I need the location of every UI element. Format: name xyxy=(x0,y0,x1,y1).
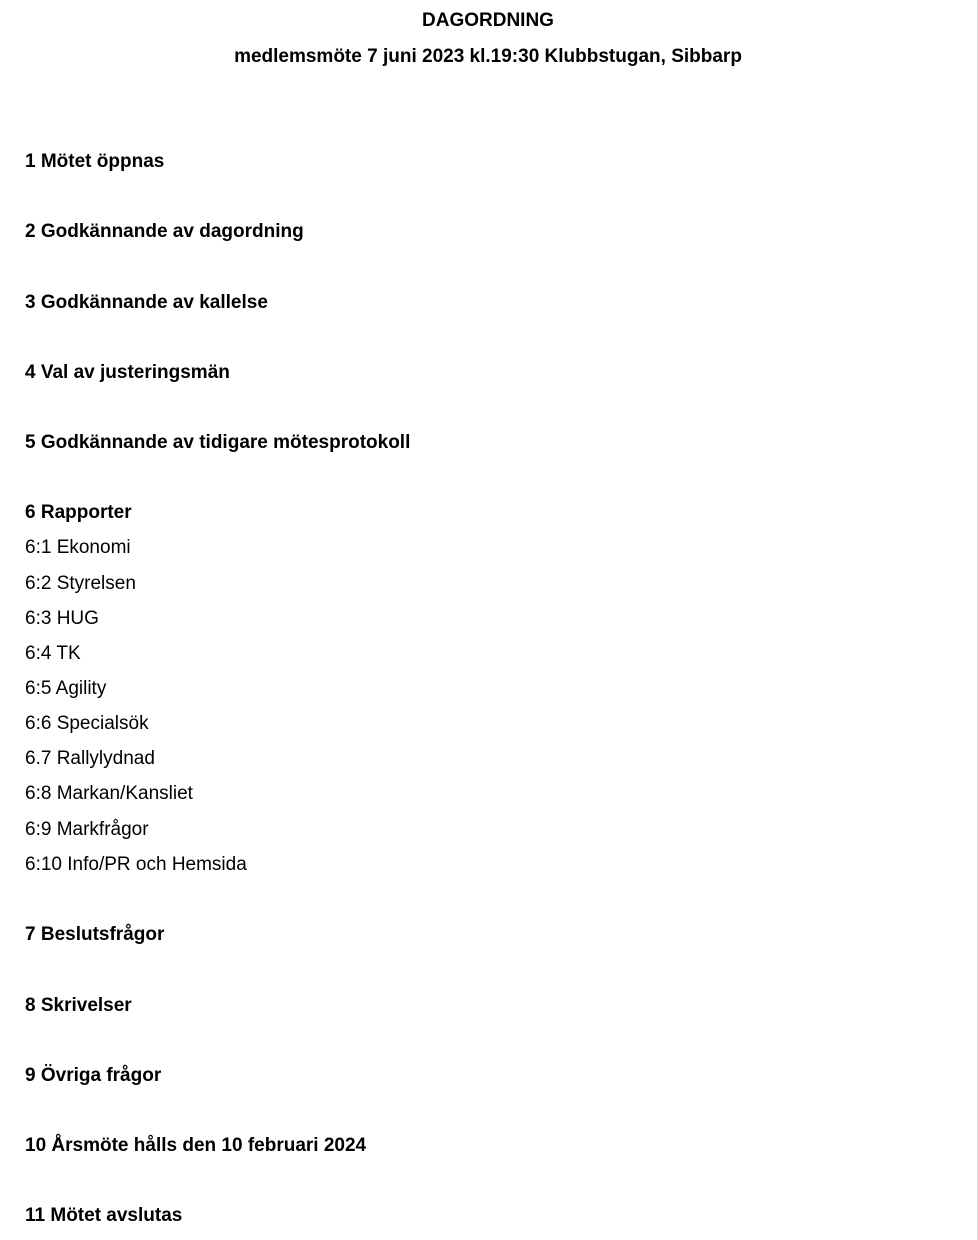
agenda-item-4: 4 Val av justeringsmän xyxy=(25,362,230,383)
agenda-subitem-6-7: 6.7 Rallylydnad xyxy=(25,748,155,769)
agenda-subitem-6-5: 6:5 Agility xyxy=(25,678,107,699)
agenda-subitem-6-3: 6:3 HUG xyxy=(25,608,99,629)
page-title: DAGORDNING xyxy=(422,10,554,31)
agenda-item-11: 11 Mötet avslutas xyxy=(25,1205,183,1226)
agenda-item-1: 1 Mötet öppnas xyxy=(25,151,165,172)
agenda-subitem-6-8: 6:8 Markan/Kansliet xyxy=(25,783,193,804)
agenda-item-9: 9 Övriga frågor xyxy=(25,1065,162,1086)
agenda-item-7: 7 Beslutsfrågor xyxy=(25,924,165,945)
agenda-item-2: 2 Godkännande av dagordning xyxy=(25,221,304,242)
agenda-item-5: 5 Godkännande av tidigare mötesprotokoll xyxy=(25,432,411,453)
agenda-subitem-6-4: 6:4 TK xyxy=(25,643,81,664)
agenda-subitem-6-2: 6:2 Styrelsen xyxy=(25,573,136,594)
agenda-subitem-6-9: 6:9 Markfrågor xyxy=(25,819,149,840)
agenda-item-10: 10 Årsmöte hålls den 10 februari 2024 xyxy=(25,1135,367,1156)
agenda-item-8: 8 Skrivelser xyxy=(25,995,132,1016)
agenda-subitem-6-10: 6:10 Info/PR och Hemsida xyxy=(25,854,247,875)
agenda-item-3: 3 Godkännande av kallelse xyxy=(25,292,268,313)
agenda-subitem-6-6: 6:6 Specialsök xyxy=(25,713,149,734)
agenda-subitem-6-1: 6:1 Ekonomi xyxy=(25,537,131,558)
meeting-info: medlemsmöte 7 juni 2023 kl.19:30 Klubbstugan, Sibbarp xyxy=(234,46,742,67)
agenda-item-6: 6 Rapporter xyxy=(25,502,132,523)
